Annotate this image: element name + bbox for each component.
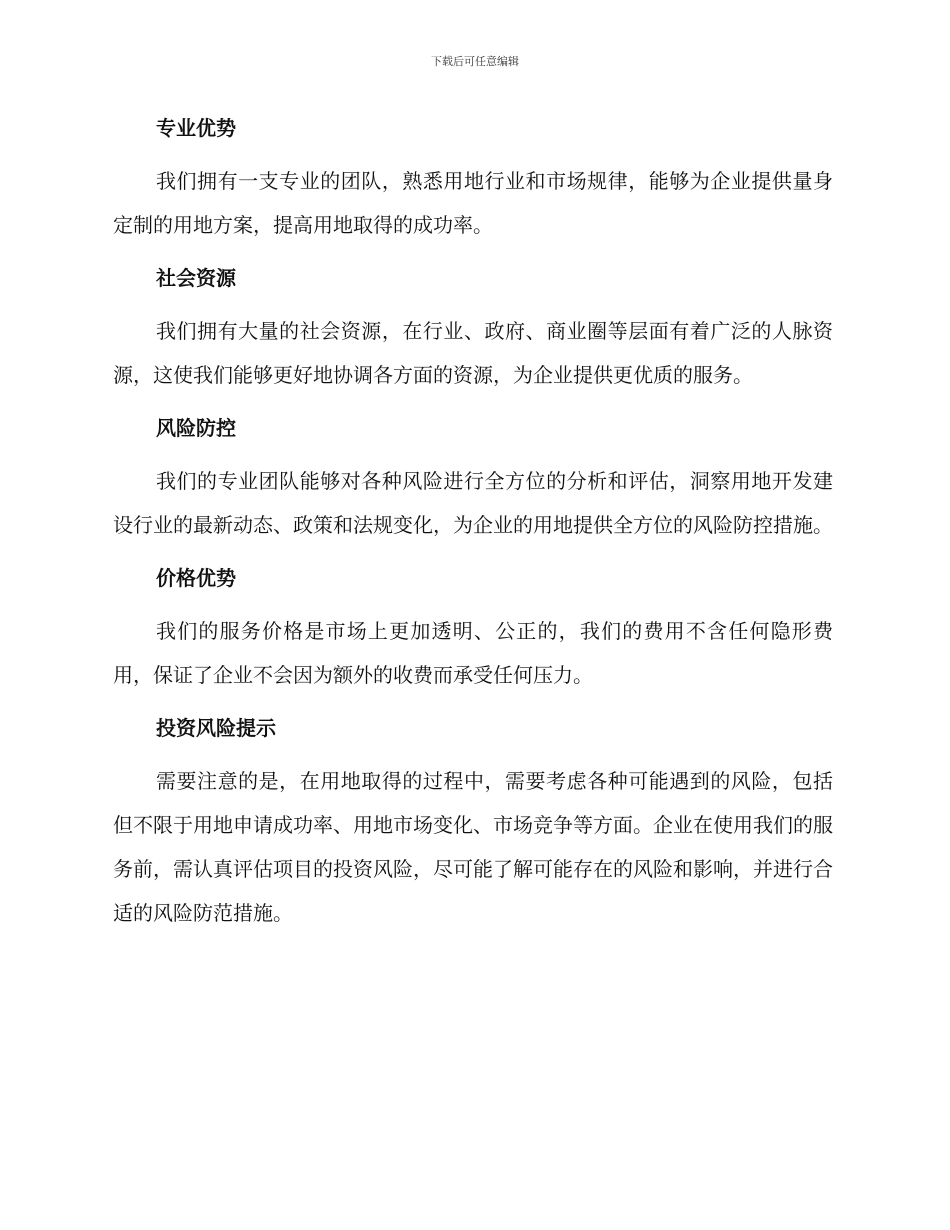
section-paragraph: 我们拥有一支专业的团队，熟悉用地行业和市场规律，能够为企业提供量身定制的用地方案，提高用地取得的成功率。	[113, 169, 833, 237]
section-paragraph: 我们的专业团队能够对各种风险进行全方位的分析和评估，洞察用地开发建设行业的最新动态、政策和法规变化，为企业的用地提供全方位的风险防控措施。	[113, 469, 833, 537]
section-heading: 风险防控	[156, 416, 236, 440]
section-paragraph: 我们拥有大量的社会资源，在行业、政府、商业圈等层面有着广泛的人脉资源，这使我们能够更好地协调各方面的资源，为企业提供更优质的服务。	[113, 319, 833, 387]
page-header: 下载后可任意编辑	[431, 55, 519, 68]
section-heading: 投资风险提示	[156, 716, 276, 740]
section-price-advantage	[113, 560, 833, 697]
section-paragraph: 需要注意的是，在用地取得的过程中，需要考虑各种可能遇到的风险，包括但不限于用地申请成功率、用地市场变化、市场竞争等方面。企业在使用我们的服务前，需认真评估项目的投资风险，尽可能了解可能存在的风险和影响，并进行合适的风险防范措施。	[113, 769, 833, 925]
section-social-resources	[113, 260, 833, 397]
section-paragraph: 我们的服务价格是市场上更加透明、公正的，我们的费用不含任何隐形费用，保证了企业不会因为额外的收费而承受任何压力。	[113, 619, 833, 687]
section-risk-control	[113, 410, 833, 547]
section-professional-advantage	[113, 110, 833, 247]
section-heading: 价格优势	[156, 566, 236, 590]
section-investment-risk-notice	[113, 710, 833, 935]
document-body	[113, 110, 833, 948]
section-heading: 专业优势	[156, 116, 236, 140]
section-heading: 社会资源	[156, 266, 236, 290]
